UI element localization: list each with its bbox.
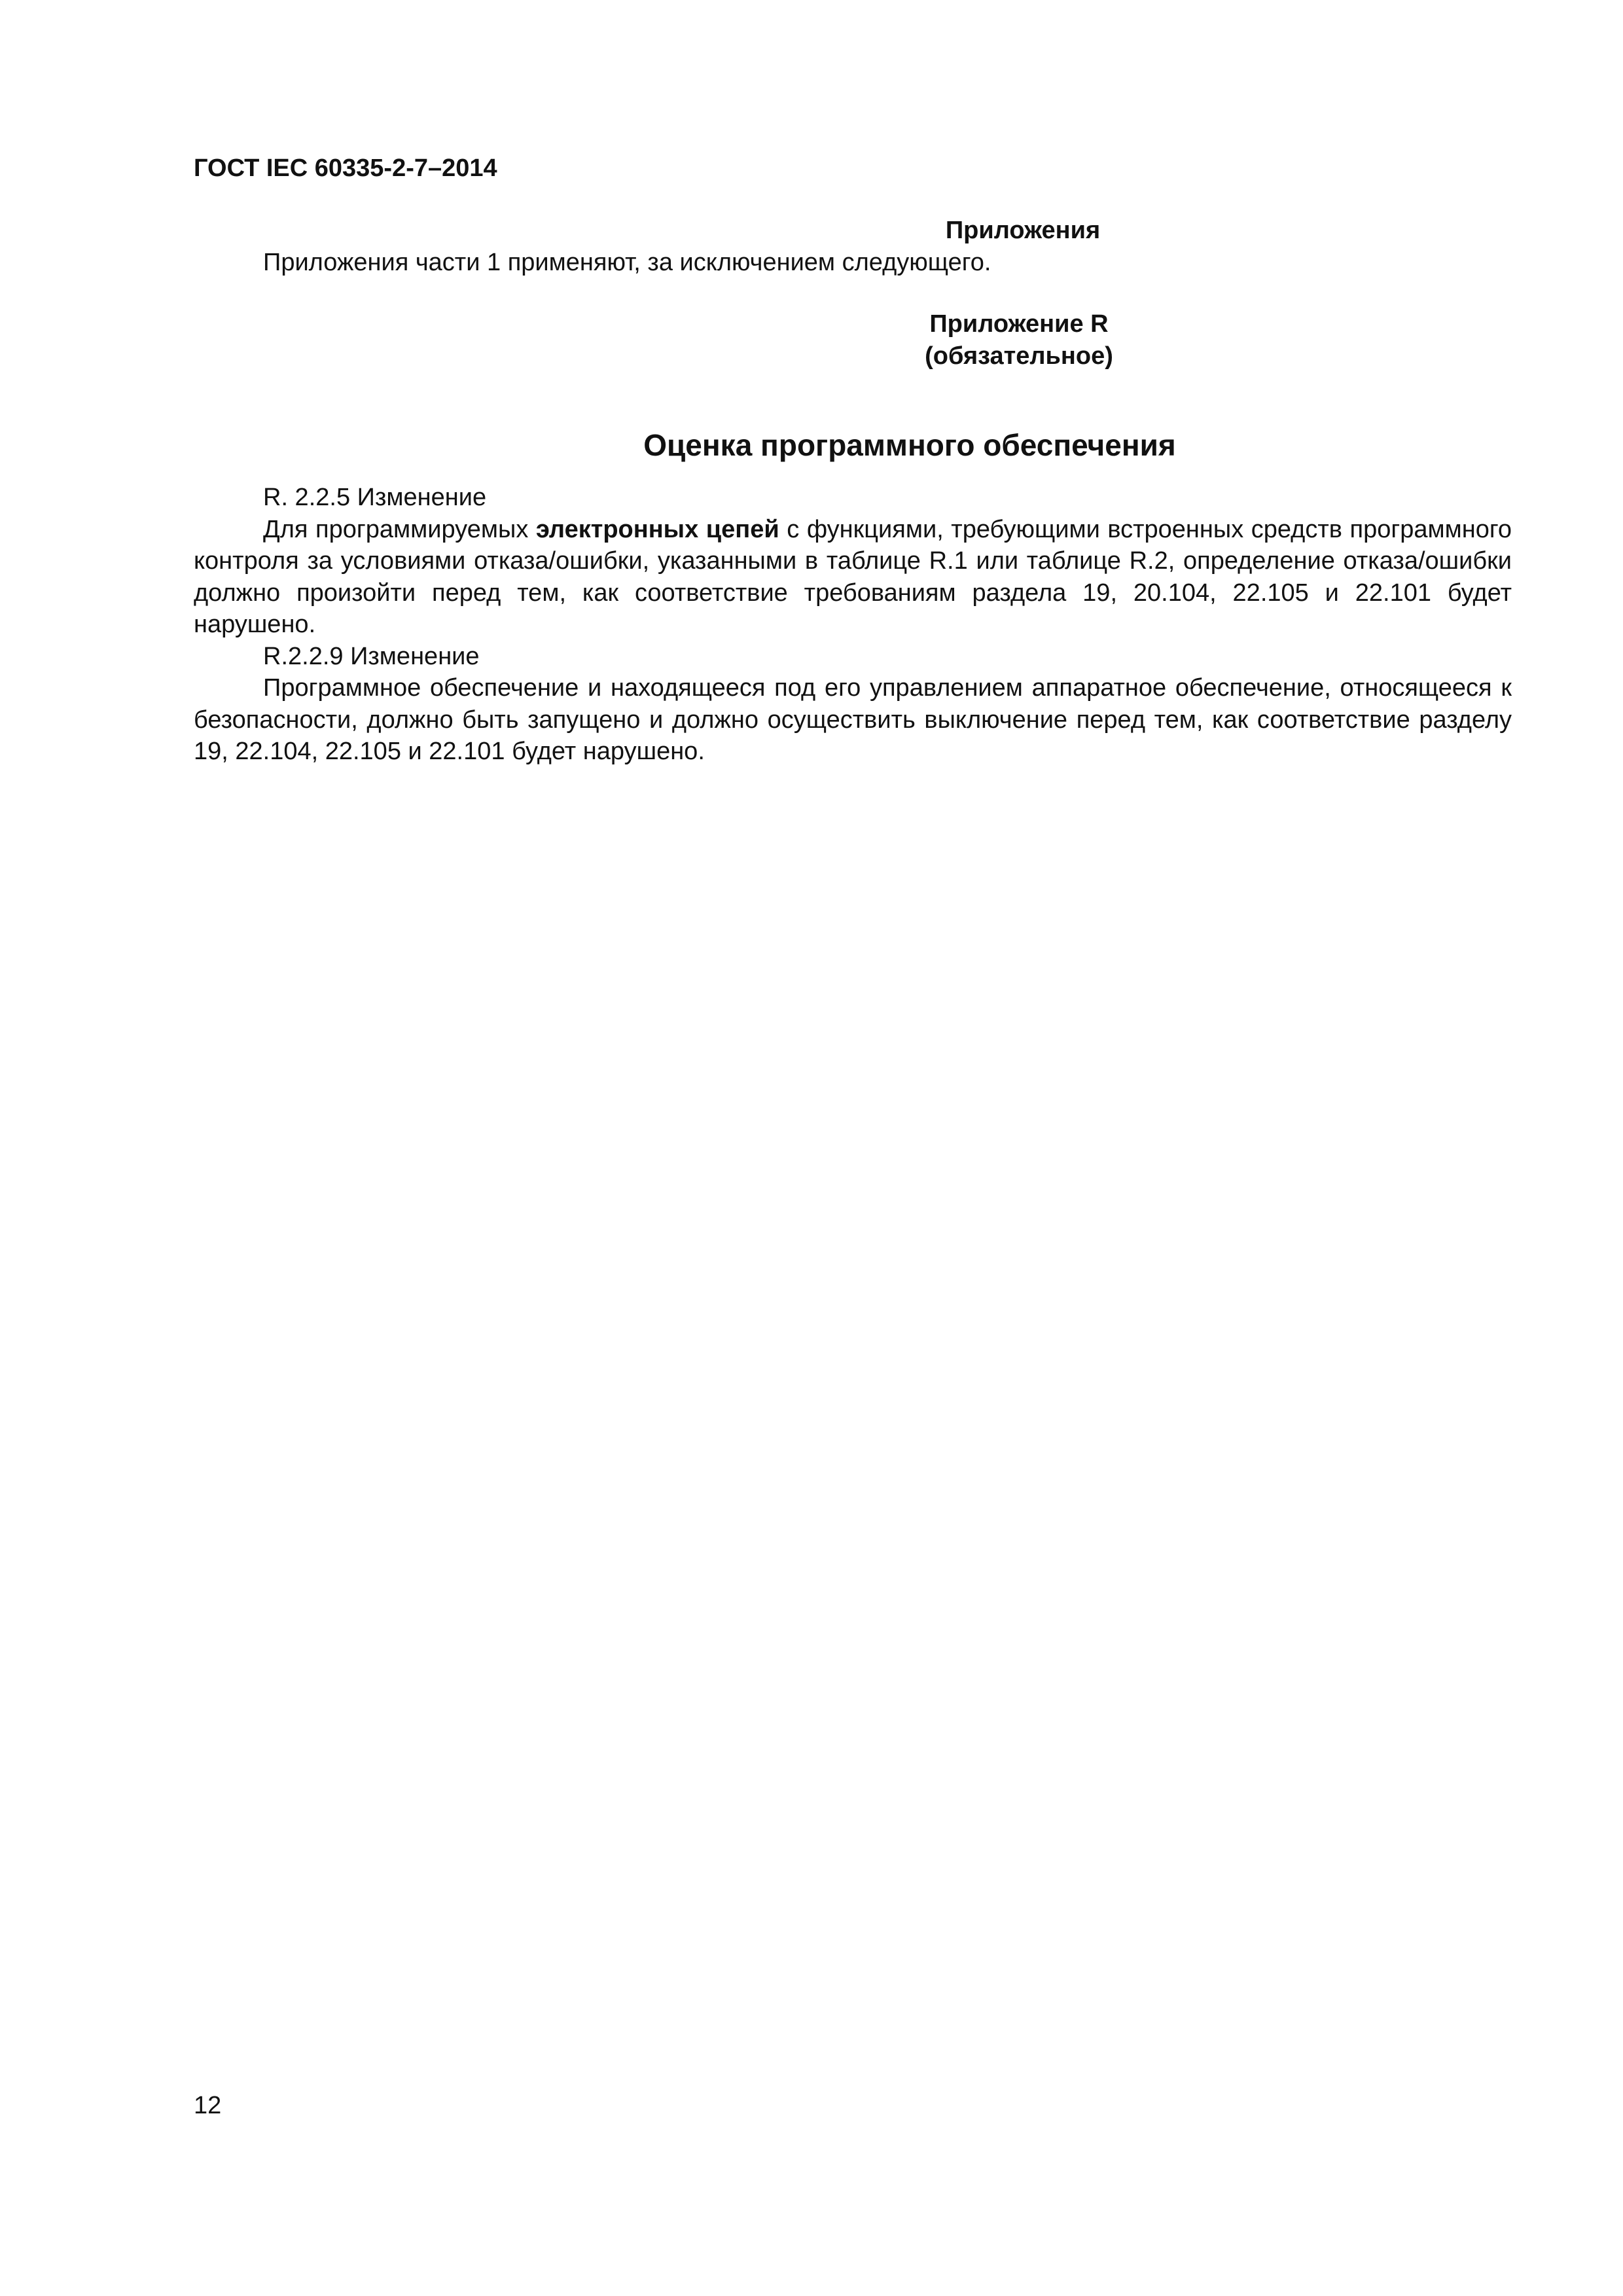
document-code: ГОСТ IEC 60335-2-7–2014 [194, 154, 497, 182]
page-number: 12 [194, 2092, 222, 2119]
section-title: Оценка программного обеспечения [643, 428, 1176, 462]
appendix-r-title: Приложение R [929, 310, 1109, 338]
page-content [194, 215, 1512, 768]
clause-label: R. 2.2.5 Изменение [263, 484, 487, 511]
spacer [194, 372, 1512, 427]
spacer [194, 463, 1512, 482]
defined-term: электронных цепей [535, 515, 779, 543]
clause-label: R.2.2.9 Изменение [263, 642, 480, 670]
clause-text [194, 514, 1512, 641]
clause-text: Программное обеспечение и находящееся под его управлением аппаратное обеспечение, относящееся к безопасности, должно быть запущено и должно осуществить выключение перед тем, как соответствие разделу 19, 22.104, 22.105 и 22.101 будет нарушено. [194, 674, 1512, 765]
appendix-r-status: (обязательное) [925, 342, 1113, 370]
appendices-heading: Приложения [945, 217, 1101, 244]
appendices-intro: Приложения части 1 применяют, за исключением следующего. [263, 248, 991, 276]
clause-text-end: с функциями, требующими встроенных средств программного контроля за условиями отказа/ошибки, указанными в таблице R.1 или таблице R.2, определение отказа/ошибки должно произойти перед тем, как соответствие требованиям раздела 19, 20.104, 22.105 и 22.101 будет нарушено. [194, 515, 1512, 638]
clause-text-start: Для программируемых [263, 515, 536, 543]
spacer [194, 278, 1512, 308]
